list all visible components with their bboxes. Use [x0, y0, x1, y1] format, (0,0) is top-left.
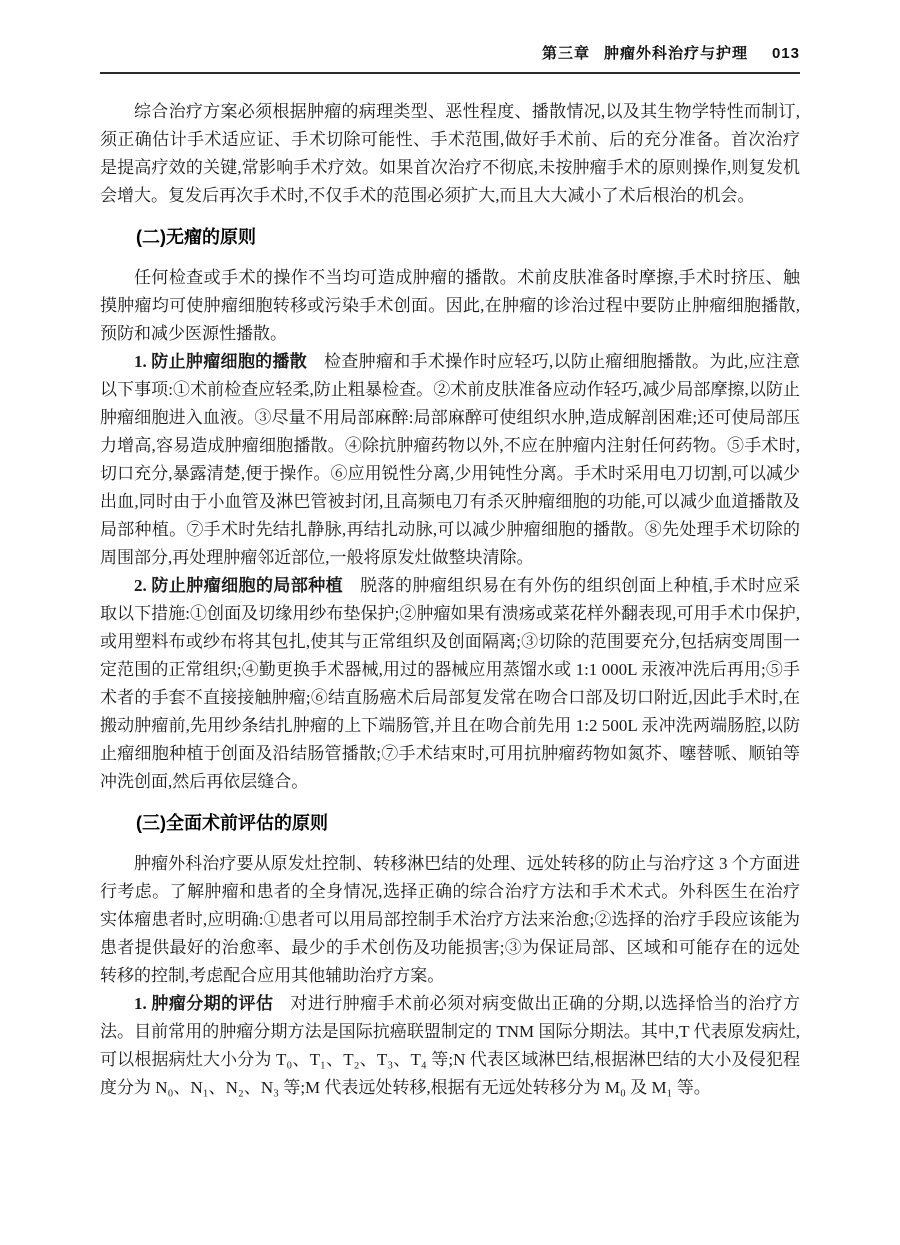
- numbered-item-3: [100, 990, 800, 1102]
- chapter-label: 第三章: [541, 45, 590, 62]
- numbered-item-2: [100, 572, 800, 796]
- page-body: [100, 98, 800, 1102]
- numbered-item-1: [100, 348, 800, 572]
- numbered-item-text: 脱落的肿瘤组织易在有外伤的组织创面上种植,手术时应采取以下措施:①创面及切缘用纱布垫保护;②肿瘤如果有溃疡或菜花样外翻表现,可用手术巾保护,或用塑料布或纱布将其包扎,使其与正常组织及创面隔离;③切除的范围要充分,包括病变周围一定范围的正常组织;④勤更换手术器械,用过的器械应用蒸馏水或 1:1 000L 汞液冲洗后再用;⑤手术者的手套不直接接触肿瘤;⑥结直肠癌术后局部复发常在吻合口部及切口附近,因此手术时,在搬动肿瘤前,先用纱条结扎肿瘤的上下端肠管,并且在吻合前先用 1:2 500L 汞冲洗两端肠腔,以防止瘤细胞种植于创面及沿结肠管播散;⑦手术结束时,可用抗肿瘤药物如氮芥、噻替哌、顺铂等冲洗创面,然后再依层缝合。: [100, 576, 801, 791]
- section-heading-2: (二)无瘤的原则: [136, 227, 256, 247]
- section-heading-3: (三)全面术前评估的原则: [136, 813, 328, 833]
- numbered-item-text: 检查肿瘤和手术操作时应轻巧,以防止瘤细胞播散。为此,应注意以下事项:①术前检查应轻柔,防止粗暴检查。②术前皮肤准备应动作轻巧,减少局部摩擦,以防止肿瘤细胞进入血液。③尽量不用局部麻醉:局部麻醉可使组织水肿,造成解剖困难;还可使局部压力增高,容易造成肿瘤细胞播散。④除抗肿瘤药物以外,不应在肿瘤内注射任何药物。⑤手术时,切口充分,暴露清楚,便于操作。⑥应用锐性分离,少用钝性分离。手术时采用电刀切割,可以减少出血,同时由于小血管及淋巴管被封闭,且高频电刀有杀灭肿瘤细胞的功能,可以减少血道播散及局部种植。⑦手术时先结扎静脉,再结扎动脉,可以减少肿瘤细胞的播散。⑧先处理手术切除的周围部分,再处理肿瘤邻近部位,一般将原发灶做整块清除。: [100, 352, 801, 567]
- running-header: [100, 42, 800, 74]
- numbered-item-lead: 1. 防止肿瘤细胞的播散: [134, 352, 308, 371]
- numbered-item-text: 对进行肿瘤手术前必须对病变做出正确的分期,以选择恰当的治疗方法。目前常用的肿瘤分期方法是国际抗癌联盟制定的 TNM 国际分期法。其中,T 代表原发病灶,可以根据病灶大小分为 T₀、T₁、T₂、T₃、T₄ 等;N 代表区域淋巴结,根据淋巴结的大小及侵犯程度分为 N₀、N₁、N₂、N₃ 等;M 代表远处转移,根据有无远处转移分为 M₀ 及 M₁ 等。: [100, 994, 800, 1097]
- numbered-item-lead: 1. 肿瘤分期的评估: [134, 994, 274, 1013]
- numbered-item-lead: 2. 防止肿瘤细胞的局部种植: [134, 576, 344, 595]
- paragraph: 肿瘤外科治疗要从原发灶控制、转移淋巴结的处理、远处转移的防止与治疗这 3 个方面进行考虑。了解肿瘤和患者的全身情况,选择正确的综合治疗方法和手术术式。外科医生在治疗实体瘤患者时,应明确:①患者可以用局部控制手术治疗方法来治愈;②选择的治疗手段应该能为患者提供最好的治愈率、最少的手术创伤及功能损害;③为保证局部、区域和可能存在的远处转移的控制,考虑配合应用其他辅助治疗方案。: [100, 854, 800, 985]
- paragraph: 综合治疗方案必须根据肿瘤的病理类型、恶性程度、播散情况,以及其生物学特性而制订,须正确估计手术适应证、手术切除可能性、手术范围,做好手术前、后的充分准备。首次治疗是提高疗效的关键,常影响手术疗效。如果首次治疗不彻底,未按肿瘤手术的原则操作,则复发机会增大。复发后再次手术时,不仅手术的范围必须扩大,而且大大减小了术后根治的机会。: [100, 102, 800, 205]
- chapter-title: 肿瘤外科治疗与护理: [603, 45, 748, 62]
- page-number: 013: [771, 45, 800, 62]
- paragraph: 任何检查或手术的操作不当均可造成肿瘤的播散。术前皮肤准备时摩擦,手术时挤压、触摸肿瘤均可使肿瘤细胞转移或污染手术创面。因此,在肿瘤的诊治过程中要防止肿瘤细胞播散,预防和减少医源性播散。: [100, 268, 800, 343]
